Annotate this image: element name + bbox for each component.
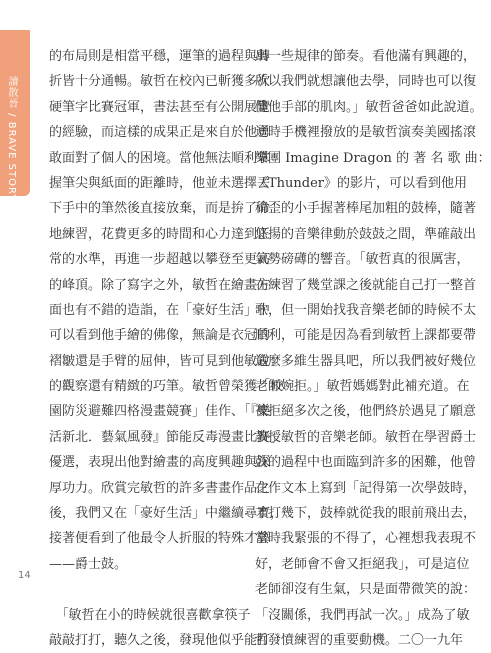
text-line: ——爵士鼓。 <box>49 556 128 572</box>
text-line: 敢面對了個人的困境。當他無法順利掌 <box>49 150 271 166</box>
text-line: 好，老師會不會又拒絕我」，可是這位 <box>255 556 470 572</box>
section-tab-label: 讀散晉 / BRAVE STORY <box>6 76 17 202</box>
text-line: 老師卻沒有生氣，只是面帶微笑的說： <box>255 582 477 598</box>
left-text-column <box>49 44 284 653</box>
text-line: 面也有不錯的造詣，在「豪好生活」中 <box>49 302 271 318</box>
text-line: 的觀察還有精緻的巧筆。敏哲曾榮獲「校 <box>49 379 284 395</box>
text-line: 折皆十分通暢。敏哲在校內已斬獲多次 <box>49 74 271 90</box>
text-line: 在作文本上寫到「記得第一次學鼓時， <box>255 480 477 496</box>
text-line: 硬筆字比賽冠軍，書法甚至有公開展覽 <box>49 99 271 115</box>
text-line: 園防災避難四格漫畫競賽」佳作、「『樂 <box>49 404 271 420</box>
text-line: 教授敏哲的音樂老師。敏哲在學習爵士 <box>255 429 477 445</box>
text-line: 悠揚的音樂律動於鼓鼓之間，準確敲出 <box>255 226 477 242</box>
text-line: 當時我緊張的不得了，心裡想我表現不 <box>255 531 477 547</box>
page-number: 14 <box>18 570 31 581</box>
text-line: 敲敲打打，聽久之後，發現他似乎能打 <box>49 632 271 648</box>
text-line: 這時手機裡撥放的是敏哲演奏美國搖滾 <box>255 125 477 141</box>
text-line: 哲發憤練習的重要動機。二〇一九年 <box>255 632 464 648</box>
text-line <box>49 577 233 602</box>
text-line: 厚功力。欣賞完敏哲的許多書畫作品之 <box>49 480 271 496</box>
text-line: 活新北．藝氣風發』節能反毒漫畫比賽」 <box>49 429 284 445</box>
text-line: 所以我們就想讓他去學，同時也可以復 <box>255 74 477 90</box>
text-line: 樂團 Imagine Dragon 的 著 名 歌 曲： <box>255 150 491 166</box>
text-line: 出一些規律的節奏。看他滿有興趣的， <box>255 49 477 64</box>
text-line: 後，我們又在「豪好生活」中繼續尋寶， <box>49 506 284 522</box>
text-line: 握筆尖與紙面的距離時，他並未選擇丟 <box>49 175 271 191</box>
text-line: 健他手部的肌肉。」敏哲爸爸如此說道。 <box>255 99 483 115</box>
text-line: 老師婉拒。」敏哲媽媽對此補充道。在 <box>255 379 470 395</box>
right-text-column <box>255 44 491 653</box>
text-line: 《Thunder》的影片，可以看到他用 <box>255 175 468 191</box>
text-line: 歌，但一開始找我音樂老師的時候不太 <box>255 302 477 318</box>
text-line: 順利，可能是因為看到敏哲上課都要帶 <box>255 328 477 344</box>
text-line: 可以看到他手繪的佛像，無論是衣冠的 <box>49 328 271 344</box>
section-side-tab <box>0 30 30 202</box>
text-line: 接著便看到了他最令人折服的特殊才藝 <box>49 531 271 547</box>
text-line: 鼓的過程中也面臨到許多的困難，他曾 <box>255 455 477 471</box>
text-line: 的經驗，而這樣的成果正是來自於他勇 <box>49 125 271 141</box>
text-line: 在練習了幾堂課之後就能自己打一整首 <box>255 277 477 293</box>
text-line: 「敏哲在小的時候就很喜歡拿筷子 <box>49 607 251 623</box>
text-line: 地練習，花費更多的時間和心力達到正 <box>49 226 271 242</box>
text-line: 稍歪的小手握著棒尾加粗的鼓棒，隨著 <box>255 201 477 217</box>
text-line: 優選，表現出他對繪畫的高度興趣與深 <box>49 455 271 471</box>
text-line: 「沒關係，我們再試一次。」成為了敏 <box>255 607 470 623</box>
text-line: 下手中的筆然後直接放棄，而是拚了命 <box>49 201 271 217</box>
text-line: 被拒絕多次之後，他們終於遇見了願意 <box>255 404 477 420</box>
text-line: 的峰頂。除了寫字之外，敏哲在繪畫方 <box>49 277 271 293</box>
text-line: 才打幾下，鼓棒就從我的眼前飛出去， <box>255 506 477 522</box>
text-line: 這麼多維生器具吧，所以我們被好幾位 <box>255 353 477 369</box>
text-line: 的布局則是相當平穩，運筆的過程與轉 <box>49 49 271 64</box>
text-line: 褶皺還是手臂的屈伸，皆可見到他敏銳 <box>49 353 271 369</box>
text-line: 氣勢磅礡的響音。「敏哲真的很厲害， <box>255 252 470 268</box>
text-line: 常的水準，再進一步超越以攀登至更高 <box>49 252 271 268</box>
